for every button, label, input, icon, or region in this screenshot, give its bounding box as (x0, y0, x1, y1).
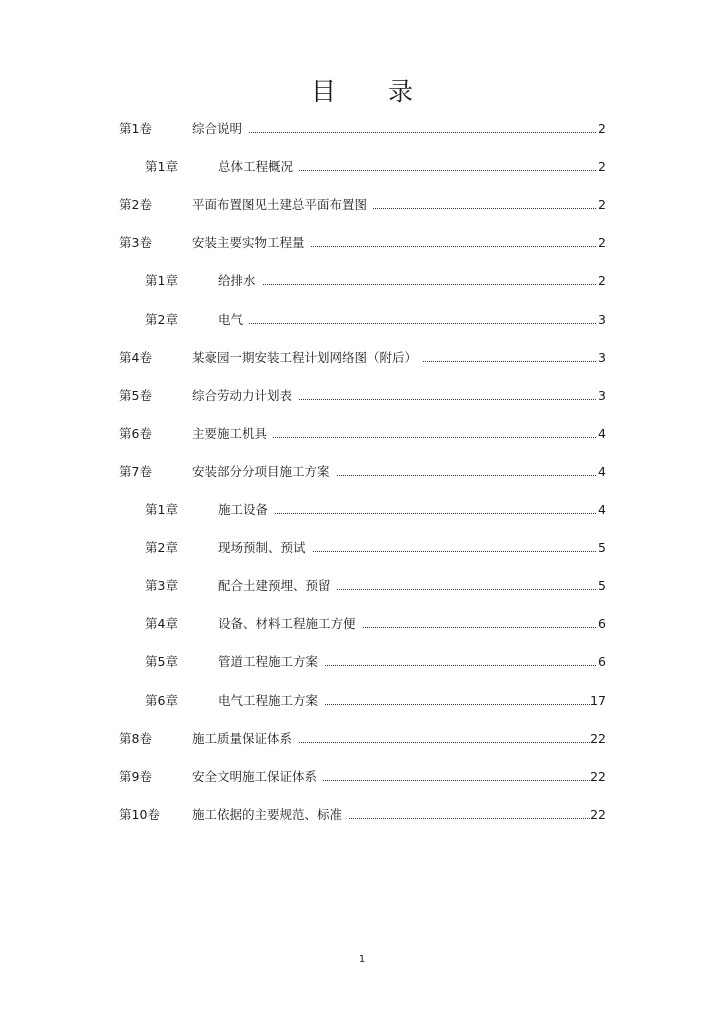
toc-entry-page: 17 (590, 693, 606, 708)
toc-entry-page: 2 (598, 159, 606, 174)
toc-entry-page: 3 (598, 388, 606, 403)
toc-entry-label: 第8卷 (119, 731, 152, 746)
toc-entry[interactable] (0, 652, 724, 672)
toc-entry[interactable] (0, 729, 724, 749)
toc-entry[interactable] (0, 767, 724, 787)
toc-entry-title: 综合说明 (192, 119, 248, 139)
toc-entry-title: 施工依据的主要规范、标准 (192, 805, 348, 825)
toc-entry-page: 4 (598, 502, 606, 517)
toc-entry-page: 4 (598, 426, 606, 441)
toc-entry-label: 第3卷 (119, 235, 152, 250)
toc-entry-page: 5 (598, 578, 606, 593)
toc-entry-title: 现场预制、预试 (218, 538, 312, 558)
toc-entry-page: 22 (590, 769, 606, 784)
toc-entry-label: 第9卷 (119, 769, 152, 784)
toc-entry-title: 给排水 (218, 271, 262, 291)
toc-entry-page: 6 (598, 654, 606, 669)
toc-entry-title: 管道工程施工方案 (218, 652, 324, 672)
toc-entry-label: 第4章 (145, 616, 178, 631)
toc-entry[interactable] (0, 348, 724, 368)
toc-entry-title: 施工设备 (218, 500, 274, 520)
toc-entry-label: 第6章 (145, 693, 178, 708)
toc-entry-title: 电气工程施工方案 (218, 691, 324, 711)
toc-entry-title: 平面布置图见土建总平面布置图 (192, 195, 373, 215)
toc-entry-label: 第2卷 (119, 197, 152, 212)
toc-entry[interactable] (0, 462, 724, 482)
toc-entry-title: 电气 (218, 310, 249, 330)
toc-entry[interactable] (0, 195, 724, 215)
toc-entry-page: 2 (598, 197, 606, 212)
toc-entry-title: 安装部分分项目施工方案 (192, 462, 336, 482)
toc-entry-label: 第5卷 (119, 388, 152, 403)
toc-entry[interactable] (0, 805, 724, 825)
toc-entry[interactable] (0, 157, 724, 177)
toc-entry[interactable] (0, 271, 724, 291)
toc-entry-label: 第7卷 (119, 464, 152, 479)
toc-entry-page: 2 (598, 235, 606, 250)
toc-entry-label: 第2章 (145, 312, 178, 327)
toc-entry-label: 第3章 (145, 578, 178, 593)
toc-entry[interactable] (0, 386, 724, 406)
toc-entry[interactable] (0, 233, 724, 253)
toc-entry-title: 综合劳动力计划表 (192, 386, 298, 406)
page-number: 1 (358, 954, 366, 965)
toc-entry-label: 第1卷 (119, 121, 152, 136)
toc-dot-leader (218, 323, 596, 324)
toc-entry-label: 第1章 (145, 273, 178, 288)
toc-entry[interactable] (0, 691, 724, 711)
toc-entry-label: 第4卷 (119, 350, 152, 365)
toc-entry-title: 施工质量保证体系 (192, 729, 298, 749)
toc-entry-title: 安全文明施工保证体系 (192, 767, 323, 787)
toc-entry-title: 配合土建预埋、预留 (218, 576, 337, 596)
toc-entry-page: 4 (598, 464, 606, 479)
toc-entry-title: 某豪园一期安装工程计划网络图（附后） (192, 348, 423, 368)
toc-entry-page: 3 (598, 350, 606, 365)
toc-entry-label: 第1章 (145, 502, 178, 517)
toc-entry-page: 5 (598, 540, 606, 555)
page-title: 目 录 (311, 77, 435, 106)
toc-entry-label: 第5章 (145, 654, 178, 669)
toc-entry-label: 第1章 (145, 159, 178, 174)
toc-entry-page: 2 (598, 121, 606, 136)
toc-entry-title: 安装主要实物工程量 (192, 233, 311, 253)
toc-entry[interactable] (0, 614, 724, 634)
toc-entry[interactable] (0, 538, 724, 558)
toc-entry-page: 3 (598, 312, 606, 327)
toc-entry[interactable] (0, 576, 724, 596)
toc-dot-leader (218, 513, 596, 514)
toc-entry-title: 主要施工机具 (192, 424, 273, 444)
toc-entry-page: 22 (590, 731, 606, 746)
toc-entry-page: 6 (598, 616, 606, 631)
toc-entry-page: 22 (590, 807, 606, 822)
toc-entry-title: 总体工程概况 (218, 157, 299, 177)
toc-entry[interactable] (0, 119, 724, 139)
toc-entry-page: 2 (598, 273, 606, 288)
toc-dot-leader (192, 132, 596, 133)
toc-entry-label: 第6卷 (119, 426, 152, 441)
toc-entry[interactable] (0, 500, 724, 520)
toc-entry-title: 设备、材料工程施工方便 (218, 614, 362, 634)
toc-dot-leader (218, 284, 596, 285)
toc-entry-label: 第10卷 (119, 807, 160, 822)
toc-entry[interactable] (0, 424, 724, 444)
toc-entry-label: 第2章 (145, 540, 178, 555)
toc-entry[interactable] (0, 310, 724, 330)
